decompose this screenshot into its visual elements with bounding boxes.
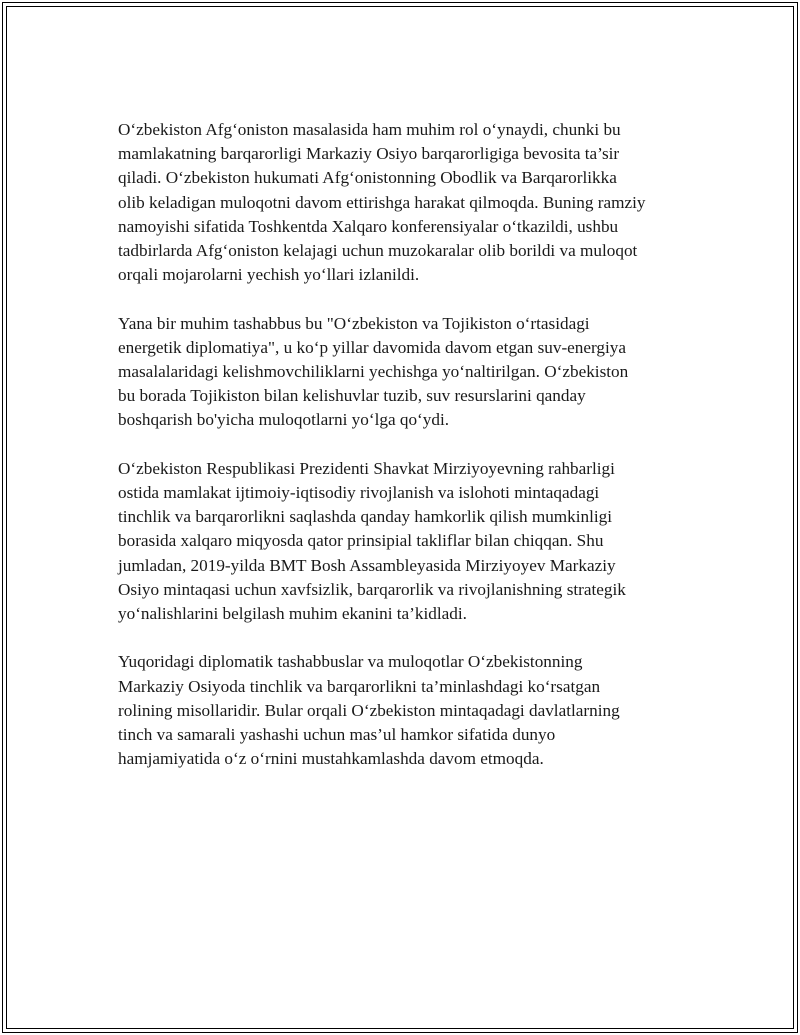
- text-line: namoyishi sifatida Toshkentda Xalqaro konferensiyalar o‘tkazildi, ushbu: [118, 216, 619, 236]
- text-line: borasida xalqaro miqyosda qator prinsipial takliflar bilan chiqqan. Shu: [118, 531, 604, 551]
- text-line: qiladi. O‘zbekiston hukumati Afg‘onistonning Obodlik va Barqarorlikka: [118, 168, 617, 188]
- text-line: tinch va samarali yashashi uchun mas’ul hamkor sifatida dunyo: [118, 725, 556, 745]
- text-line: masalalaridagi kelishmovchiliklarni yechishga yo‘naltirilgan. O‘zbekiston: [118, 362, 629, 382]
- text-line: Yana bir muhim tashabbus bu "O‘zbekiston va Tojikiston o‘rtasidagi: [118, 313, 590, 333]
- text-line: energetik diplomatiya", u ko‘p yillar davomida davom etgan suv-energiya: [118, 337, 627, 357]
- text-line: O‘zbekiston Afg‘oniston masalasida ham muhim rol o‘ynaydi, chunki bu: [118, 120, 621, 139]
- text-line: yo‘nalishlarini belgilash muhim ekanini ta’kidladi.: [118, 604, 467, 624]
- text-line: bu borada Tojikiston bilan kelishuvlar tuzib, suv resurslarini qanday: [118, 386, 586, 406]
- text-line: jumladan, 2019-yilda BMT Bosh Assambleyasida Mirziyoyev Markaziy: [118, 555, 616, 575]
- text-line: boshqarish bo'yicha muloqotlarni yo‘lga qo‘ydi.: [118, 410, 450, 430]
- paragraph-president-initiatives: [118, 457, 684, 626]
- text-line: hamjamiyatida o‘z o‘rnini mustahkamlashda davom etmoqda.: [118, 749, 544, 769]
- paragraph-conclusion: [118, 650, 684, 771]
- text-line: orqali mojarolarni yechish yo‘llari izlanildi.: [118, 265, 420, 285]
- text-line: rolining misollaridir. Bular orqali O‘zbekiston mintaqadagi davlatlarning: [118, 700, 620, 720]
- text-line: Osiyo mintaqasi uchun xavfsizlik, barqarorlik va rivojlanishning strategik: [118, 579, 626, 599]
- text-line: O‘zbekiston Respublikasi Prezidenti Shavkat Mirziyoyevning rahbarligi: [118, 458, 615, 478]
- text-line: olib keladigan muloqotni davom ettirishga harakat qilmoqda. Buning ramziy: [118, 192, 646, 212]
- text-line: ostida mamlakat ijtimoiy-iqtisodiy rivojlanish va islohoti mintaqadagi: [118, 483, 600, 503]
- paragraph-afghanistan: [118, 118, 684, 287]
- text-line: tadbirlarda Afg‘oniston kelajagi uchun muzokaralar olib borildi va muloqot: [118, 241, 638, 261]
- document-body: [118, 118, 684, 796]
- paragraph-energy-diplomacy: [118, 312, 684, 433]
- text-line: mamlakatning barqarorligi Markaziy Osiyo barqarorligiga bevosita ta’sir: [118, 144, 620, 164]
- text-line: Yuqoridagi diplomatik tashabbuslar va muloqotlar O‘zbekistonning: [118, 652, 583, 672]
- text-line: tinchlik va barqarorlikni saqlashda qanday hamkorlik qilish mumkinligi: [118, 507, 613, 527]
- text-line: Markaziy Osiyoda tinchlik va barqarorlikni ta’minlashdagi ko‘rsatgan: [118, 676, 601, 696]
